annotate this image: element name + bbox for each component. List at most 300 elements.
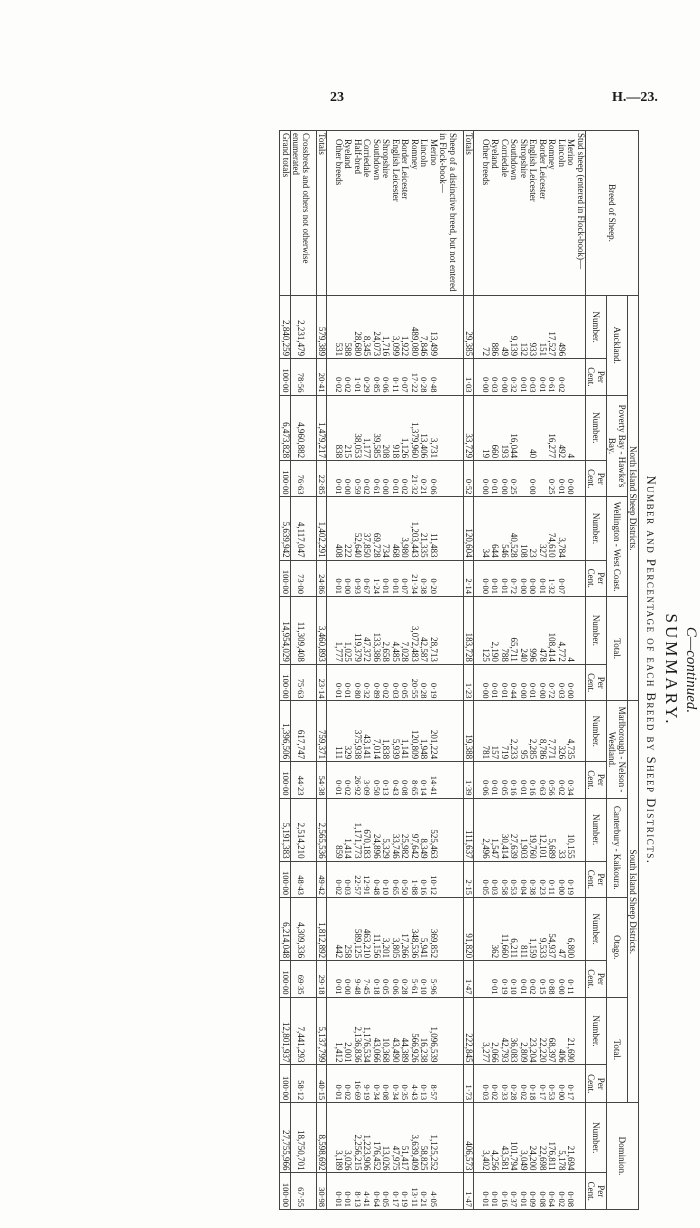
cell-number [566, 296, 576, 359]
header-breed: Breed of Sheep. [586, 131, 639, 296]
cell-per-cent: 0·21 [419, 461, 429, 497]
cell-number: 25,982 [400, 798, 410, 861]
empty-cell [576, 997, 586, 1065]
cell-per-cent: 0·05 [481, 861, 491, 897]
spacer-cell [310, 359, 317, 395]
spacer-cell [310, 762, 317, 798]
cell-per-cent: 0·53 [509, 861, 519, 897]
cell-number: 65,711 [509, 596, 519, 664]
empty-cell [438, 596, 457, 664]
breed-label: Other breeds [481, 131, 491, 296]
breed-label: Merino [566, 131, 576, 296]
cell-number: 42,587 [419, 596, 429, 664]
cell-number: 2,840,259 [280, 296, 291, 359]
cell-number [481, 898, 491, 961]
cell-per-cent: 0·19 [400, 1173, 410, 1210]
spacer-cell [457, 1103, 464, 1173]
breed-label: English Leicester [528, 131, 538, 296]
cell-per-cent [481, 961, 491, 997]
cell-number: 2,233 [509, 701, 519, 762]
cell-number: 108,414 [547, 596, 557, 664]
cell-number: 157 [490, 701, 500, 762]
cell-number: 1,547 [490, 798, 500, 861]
header-district: Marlborough - Nelson - Westland. [607, 701, 628, 798]
empty-cell [576, 762, 586, 798]
empty-cell [438, 359, 457, 395]
cell-number: 4,309,336 [291, 898, 311, 961]
empty-cell [438, 296, 457, 359]
cell-number: 4,960,882 [291, 395, 311, 461]
cell-number: 1,903 [519, 798, 529, 861]
cell-per-cent: 100·00 [280, 1173, 291, 1210]
cell-per-cent: 16·69 [353, 1065, 363, 1103]
spacer-cell [310, 798, 317, 861]
spacer-cell [310, 898, 317, 961]
table-row [528, 131, 538, 1210]
spacer-row [457, 131, 464, 1210]
header-south-island: South Island Sheep Districts. [628, 701, 639, 1103]
spacer-cell [310, 497, 317, 560]
cell-number: 4,735 [566, 701, 576, 762]
cell-number: 408 [334, 497, 344, 560]
cell-number: 47,372 [362, 596, 372, 664]
cell-number: 19,760 [528, 798, 538, 861]
cell-number: 7,014 [372, 701, 382, 762]
cell-number: 133,386 [372, 596, 382, 664]
cell-number: 4,772 [557, 596, 567, 664]
cell-per-cent: 0·38 [528, 861, 538, 897]
cell-per-cent: 0·00 [557, 1065, 567, 1103]
empty-cell [438, 861, 457, 897]
cell-number: 6,800 [566, 898, 576, 961]
cell-number: 734 [381, 497, 391, 560]
cell-per-cent: 0·11 [391, 359, 401, 395]
cell-number: 42,793 [500, 997, 510, 1065]
header-per-cent: Per Cent. [586, 461, 607, 497]
cell-number: 1,125,252 [429, 1103, 439, 1173]
cell-per-cent: 14·41 [429, 762, 439, 798]
spacer-cell [457, 560, 464, 596]
cell-number: 6,473,828 [280, 395, 291, 461]
cell-number: 258 [343, 898, 353, 961]
cell-per-cent: 1·03 [464, 359, 475, 395]
table-row [400, 131, 410, 1210]
cell-number: 719 [500, 701, 510, 762]
empty-cell [438, 961, 457, 997]
section-heading: Stud sheep (entered in Flock-book)— [576, 131, 586, 296]
cell-number: 8,786 [538, 701, 548, 762]
cell-per-cent: 0·00 [557, 861, 567, 897]
cell-number: 16,277 [547, 395, 557, 461]
cell-per-cent: 0·01 [519, 1173, 529, 1210]
summary-title: SUMMARY. [662, 613, 681, 727]
cell-number: 3,402 [481, 1103, 491, 1173]
header-dominion: Dominion. [607, 1103, 639, 1210]
cell-number: 5,137,799 [317, 997, 328, 1065]
cell-per-cent: 0·28 [400, 961, 410, 997]
cell-number: 47,975 [391, 1103, 401, 1173]
spacer-row [310, 131, 317, 1210]
header-per-cent: Per Cent. [586, 664, 607, 701]
cell-number: 463,210 [362, 898, 372, 961]
cell-per-cent: 0·05 [381, 1173, 391, 1210]
cell-number: 579,389 [317, 296, 328, 359]
cell-per-cent: 0·53 [547, 1065, 557, 1103]
header-per-cent: Per Cent. [586, 1173, 607, 1210]
cell-per-cent: 0·61 [372, 461, 382, 497]
cell-per-cent: 10·12 [429, 861, 439, 897]
cell-per-cent: 0·02 [557, 762, 567, 798]
cell-number: 759,371 [317, 701, 328, 762]
cell-number: 4 [566, 596, 576, 664]
cell-per-cent: 1·47 [464, 1173, 475, 1210]
cell-number: 3,805 [391, 898, 401, 961]
cell-per-cent: 73·00 [291, 560, 311, 596]
cell-number: 176,452 [372, 1103, 382, 1173]
cell-number: 16,238 [419, 997, 429, 1065]
breed-label: Romney [547, 131, 557, 296]
cell-number: 468 [391, 497, 401, 560]
cell-number: 3,277 [481, 997, 491, 1065]
cell-per-cent: 0·00 [481, 664, 491, 701]
cell-number: 2,285 [528, 701, 538, 762]
header-number: Number. [586, 798, 607, 861]
empty-cell [438, 762, 457, 798]
cell-per-cent: 1·88 [410, 861, 420, 897]
header-number: Number. [586, 701, 607, 762]
cell-per-cent: 0·64 [372, 1173, 382, 1210]
cell-per-cent: 0·05 [500, 762, 510, 798]
titles [642, 130, 700, 1210]
cell-number: 8,345 [362, 296, 372, 359]
cell-per-cent: 0·25 [509, 461, 519, 497]
breed-label: Ryeland [343, 131, 353, 296]
header-per-cent: Per Cent. [586, 961, 607, 997]
cell-number: 2,190 [490, 596, 500, 664]
breed-label: Merino [429, 131, 439, 296]
cell-per-cent: 0·15 [538, 961, 548, 997]
spacer-cell [474, 961, 481, 997]
cell-per-cent: 8·57 [429, 1065, 439, 1103]
cell-number: 8,349 [419, 798, 429, 861]
cell-per-cent: 4·05 [429, 1173, 439, 1210]
cell-per-cent: 8·65 [410, 762, 420, 798]
table-row [381, 131, 391, 1210]
rotated-table-block [235, 130, 700, 1210]
cell-per-cent: 0·64 [547, 1173, 557, 1210]
cell-number: 2,514,210 [291, 798, 311, 861]
cell-per-cent: 2·14 [464, 560, 475, 596]
cell-per-cent: 0·16 [500, 1173, 510, 1210]
empty-cell [576, 861, 586, 897]
cell-per-cent: 67·55 [291, 1173, 311, 1210]
cell-number: 36,083 [509, 997, 519, 1065]
cell-number: 5,941 [419, 898, 429, 961]
cell-per-cent: 0·03 [528, 359, 538, 395]
cell-number: 111,637 [464, 798, 475, 861]
cell-per-cent: 0·00 [381, 461, 391, 497]
cell-per-cent: 5·96 [429, 961, 439, 997]
cell-number: 19,388 [464, 701, 475, 762]
cell-per-cent: 0·02 [519, 1065, 529, 1103]
cell-per-cent: 0·01 [519, 359, 529, 395]
cell-per-cent: 0·58 [500, 861, 510, 897]
cell-per-cent: 0·17 [538, 1065, 548, 1103]
spacer-cell [310, 1103, 317, 1173]
cell-number: 3,784 [557, 497, 567, 560]
cell-number: 788 [500, 596, 510, 664]
cell-per-cent: 0·06 [391, 961, 401, 997]
cell-per-cent: 0·18 [372, 961, 382, 997]
cell-per-cent: 1·24 [372, 560, 382, 596]
header-per-cent: Per Cent. [586, 560, 607, 596]
cell-per-cent: 0·34 [566, 762, 576, 798]
breed-label: Grand totals [280, 131, 291, 296]
cell-number: 3,049 [519, 1103, 529, 1173]
cell-number: 1,176,534 [362, 997, 372, 1065]
cell-per-cent: 0·00 [566, 664, 576, 701]
cell-number: 12,801,937 [280, 997, 291, 1065]
cell-number: 348,536 [410, 898, 420, 961]
cell-per-cent: 0·17 [566, 1065, 576, 1103]
cell-number: 17,527 [547, 296, 557, 359]
cell-number: 11,483 [429, 497, 439, 560]
cell-number: 33 [557, 798, 567, 861]
cell-per-cent: 0·03 [391, 664, 401, 701]
cell-per-cent: 0·00 [481, 461, 491, 497]
cell-per-cent: 0·01 [334, 961, 344, 997]
document-code: H.—23. [612, 90, 658, 105]
cell-per-cent: 0·61 [547, 359, 557, 395]
cell-number: 2,496 [481, 798, 491, 861]
cell-number: 183,728 [464, 596, 475, 664]
cell-number [538, 395, 548, 461]
cell-per-cent: 0·38 [419, 560, 429, 596]
cell-per-cent: 0·03 [481, 1065, 491, 1103]
cell-number: 3,189 [334, 1103, 344, 1173]
cell-number: 478 [538, 596, 548, 664]
cell-number: 24,073 [372, 296, 382, 359]
cell-number: 1,777 [334, 596, 344, 664]
cell-per-cent: 0·65 [391, 861, 401, 897]
cell-number: 68,397 [547, 997, 557, 1065]
cell-number: 859 [334, 798, 344, 861]
cell-per-cent [519, 461, 529, 497]
cell-number: 838 [334, 395, 344, 461]
cell-per-cent: 9·48 [353, 961, 363, 997]
cell-per-cent: 1·47 [464, 961, 475, 997]
header-number: Number. [586, 1103, 607, 1173]
cell-per-cent: 0·34 [391, 1065, 401, 1103]
cell-per-cent: 0·02 [343, 762, 353, 798]
cell-number: 660 [490, 395, 500, 461]
header-number: Number. [586, 395, 607, 461]
cell-number: 2,001 [343, 997, 353, 1065]
cell-per-cent: 4·43 [410, 1065, 420, 1103]
cell-per-cent: 30·98 [317, 1173, 328, 1210]
cell-number: 12,101 [538, 798, 548, 861]
cell-number: 1,402,291 [317, 497, 328, 560]
empty-cell [576, 359, 586, 395]
cell-per-cent: 0·01 [500, 560, 510, 596]
cell-per-cent: 0·00 [557, 961, 567, 997]
breed-label: Lincoln [419, 131, 429, 296]
cell-per-cent: 100·00 [280, 664, 291, 701]
cell-per-cent: 0·59 [353, 461, 363, 497]
cell-per-cent: 0·11 [566, 961, 576, 997]
spacer-cell [310, 395, 317, 461]
cell-per-cent: 48·43 [291, 861, 311, 897]
cell-number: 18,750,701 [291, 1103, 311, 1173]
cell-number: 525,463 [429, 798, 439, 861]
cell-number: 132 [519, 296, 529, 359]
cell-per-cent: 0·52 [464, 461, 475, 497]
cell-per-cent: 0·02 [528, 961, 538, 997]
empty-cell [438, 898, 457, 961]
cell-number: 617,747 [291, 701, 311, 762]
cell-number: 2,565,536 [317, 798, 328, 861]
cell-number: 21,335 [419, 497, 429, 560]
cell-number: 3,460,893 [317, 596, 328, 664]
cell-number: 24,896 [372, 798, 382, 861]
empty-cell [438, 798, 457, 861]
breed-label: Shropshire [519, 131, 529, 296]
cell-number: 95 [519, 701, 529, 762]
table-row [500, 131, 510, 1210]
cell-number [566, 497, 576, 560]
cell-per-cent: 0·08 [538, 1173, 548, 1210]
cell-per-cent: 0·01 [538, 359, 548, 395]
header-number: Number. [586, 997, 607, 1065]
cell-per-cent: 0·01 [538, 560, 548, 596]
empty-cell [576, 1065, 586, 1103]
cell-per-cent: 1·23 [464, 664, 475, 701]
header-district: Canterbury - Kaikoura. [607, 798, 628, 898]
cell-number: 7,846 [419, 296, 429, 359]
empty-cell [576, 497, 586, 560]
breed-label: Ryeland [490, 131, 500, 296]
cell-number: 886 [490, 296, 500, 359]
cell-per-cent: 0·00 [566, 461, 576, 497]
cell-per-cent: 0·01 [528, 664, 538, 701]
spacer-cell [457, 664, 464, 701]
spacer-cell [457, 359, 464, 395]
cell-per-cent: 0·00 [528, 560, 538, 596]
cell-number: 362 [490, 898, 500, 961]
breed-label: Romney [410, 131, 420, 296]
cell-per-cent: 0·02 [400, 461, 410, 497]
empty-cell [576, 664, 586, 701]
cell-number: 21,694 [566, 1103, 576, 1173]
spacer-cell [310, 961, 317, 997]
spacer-cell [457, 961, 464, 997]
cell-per-cent: 49·42 [317, 861, 328, 897]
cell-number: 496 [557, 296, 567, 359]
cell-number: 1,171,773 [353, 798, 363, 861]
cell-number: 40 [528, 395, 538, 461]
grand-totals-row [280, 131, 291, 1210]
cell-number: 69,728 [372, 497, 382, 560]
cell-number: 406,573 [464, 1103, 475, 1173]
cell-per-cent: 17·22 [410, 359, 420, 395]
cell-number: 644 [490, 497, 500, 560]
cell-number: 5,191,383 [280, 798, 291, 861]
cell-number: 151 [538, 296, 548, 359]
table-row [410, 131, 420, 1210]
cell-per-cent: 0·02 [334, 359, 344, 395]
header-number: Number. [586, 596, 607, 664]
cell-per-cent: 0·02 [381, 664, 391, 701]
cell-number: 1,177 [362, 395, 372, 461]
cell-per-cent: 0·89 [372, 664, 382, 701]
cell-per-cent: 0·32 [509, 359, 519, 395]
cell-number: 54,937 [547, 898, 557, 961]
cell-number: 11,660 [500, 898, 510, 961]
cell-per-cent: 2·15 [464, 861, 475, 897]
cell-number: 40,528 [509, 497, 519, 560]
cell-per-cent: 0·63 [538, 762, 548, 798]
breed-label: Totals [464, 131, 475, 296]
empty-cell [576, 461, 586, 497]
breed-label: Southdown [509, 131, 519, 296]
cell-number: 120,604 [464, 497, 475, 560]
cell-per-cent: 58·12 [291, 1065, 311, 1103]
cell-per-cent: 0·80 [353, 664, 363, 701]
cell-number: 43,581 [500, 1103, 510, 1173]
spacer-cell [310, 664, 317, 701]
cell-per-cent: 13·11 [410, 1173, 420, 1210]
cell-number: 3,731 [429, 395, 439, 461]
header-district: Otago. [607, 898, 628, 998]
cell-per-cent: 0·25 [547, 461, 557, 497]
cell-number: 7,028 [400, 596, 410, 664]
cell-number: 1,203,443 [410, 497, 420, 560]
cell-number: 1,922 [400, 296, 410, 359]
cell-number: 108 [519, 497, 529, 560]
cell-per-cent: 23·14 [317, 664, 328, 701]
breed-table [280, 130, 640, 1210]
totals-row [464, 131, 475, 1210]
header-number: Number. [586, 898, 607, 961]
empty-cell [576, 1173, 586, 1210]
cell-number: 375,938 [353, 701, 363, 762]
crossbreds-row [291, 131, 311, 1210]
cell-per-cent: 0·00 [538, 664, 548, 701]
spacer-cell [310, 461, 317, 497]
cell-per-cent: 0·00 [528, 461, 538, 497]
cell-number: 1,479,217 [317, 395, 328, 461]
cell-per-cent: 0·01 [334, 1065, 344, 1103]
cell-per-cent: 22·85 [317, 461, 328, 497]
section-heading-row [576, 131, 586, 1210]
cell-number: 1,223,906 [362, 1103, 372, 1173]
empty-cell [576, 296, 586, 359]
header-number: Number. [586, 497, 607, 560]
cell-number: 1,141 [400, 701, 410, 762]
cell-number: 125 [481, 596, 491, 664]
empty-cell [576, 961, 586, 997]
cell-number: 91,820 [464, 898, 475, 961]
spacer-cell [457, 997, 464, 1065]
cell-per-cent: 0·02 [557, 1173, 567, 1210]
cell-per-cent: 26·92 [353, 762, 363, 798]
cell-number: 1,159 [528, 898, 538, 961]
cell-per-cent: 0·01 [391, 461, 401, 497]
cell-number: 5,639,942 [280, 497, 291, 560]
cell-per-cent: 0·00 [519, 664, 529, 701]
cell-number: 1,414 [343, 798, 353, 861]
cell-per-cent: 0·19 [566, 861, 576, 897]
